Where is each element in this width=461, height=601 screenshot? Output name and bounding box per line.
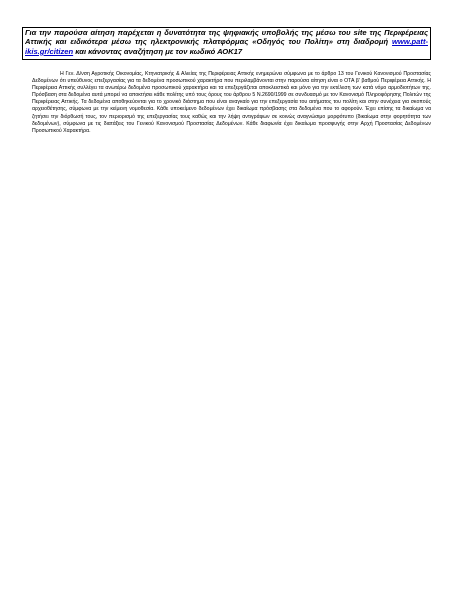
notice-text-part2: και κάνοντας αναζήτηση με τον κωδικό ΑΟΚ17 <box>73 46 243 56</box>
citizen-guide-link[interactable]: www.pattikis.gr/citizen <box>25 37 428 56</box>
data-protection-paragraph: Η Γεν. Δ/νση Αγροτικής Οικονομίας, Κτηνιατρικής & Αλιείας της Περιφέρειας Αττικής ενημερώνει σύμφωνα με το άρθρο 13 του Γενικού Κανονισμού Προστασίας Δεδομένων ότι υπεύθυνος επεξεργασίας για τα δεδομένα προσωπικού χαρακτήρα που περιλαμβάνονται στην παρούσα αίτηση είναι ο ΟΤΑ β' βαθμού Περιφέρεια Αττικής. Η Περιφέρεια Αττικής συλλέγει τα ανωτέρω δεδομένα προσωπικού χαρακτήρα και τα επεξεργάζεται αποκλειστικά και μόνο για την εκτέλεση των κατά νόμο αρμοδιοτήτων της. Πρόσβαση στα δεδομένα αυτά μπορεί να αποκτήσει κάθε πολίτης υπό τους όρους του άρθρου 5 Ν.2690/1999 σε συνδυασμό με τον Κανονισμό Πληροφόρησης Πολιτών της Περιφέρειας Αττικής. Τα δεδομένα αποθηκεύονται για το χρονικό διάστημα που είναι αναγκαίο για την επεξεργασία του αιτήματος του πολίτη και στην συνέχεια για σκοπούς αρχειοθέτησης, σύμφωνα με την κείμενη νομοθεσία. Κάθε υποκείμενο δεδομένων έχει δικαίωμα πρόσβασης στα δεδομένα που το αφορούν. Έχει επίσης τα δικαίωμα να ζητήσει την διόρθωσή τους, τον περιορισμό της επεξεργασίας τους καθώς και την λήψη αντιγράφων σε κοινώς αναγνώσιμο μορφότυπο (δικαίωμα στην φορητότητα των δεδομένων), σύμφωνα με τις διατάξεις του Γενικού Κανονισμού Προστασίας Δεδομένων. Κάθε διαφωνία έχει δικαίωμα προσφυγής στην Αρχή Προστασίας Δεδομένων Προσωπικού Χαρακτήρα. <box>32 71 431 134</box>
notice-text-part1: Για την παρούσα αίτηση παρέχεται η δυνατότητα της ψηφιακής υποβολής της μέσω του site της Περιφέρειας Αττικής και ειδικότερα μέσω της ηλεκτρονικής πλατφόρμας «Οδηγός του Πολίτη» στη διαδρομή <box>25 28 428 47</box>
digital-submission-notice <box>22 27 431 60</box>
